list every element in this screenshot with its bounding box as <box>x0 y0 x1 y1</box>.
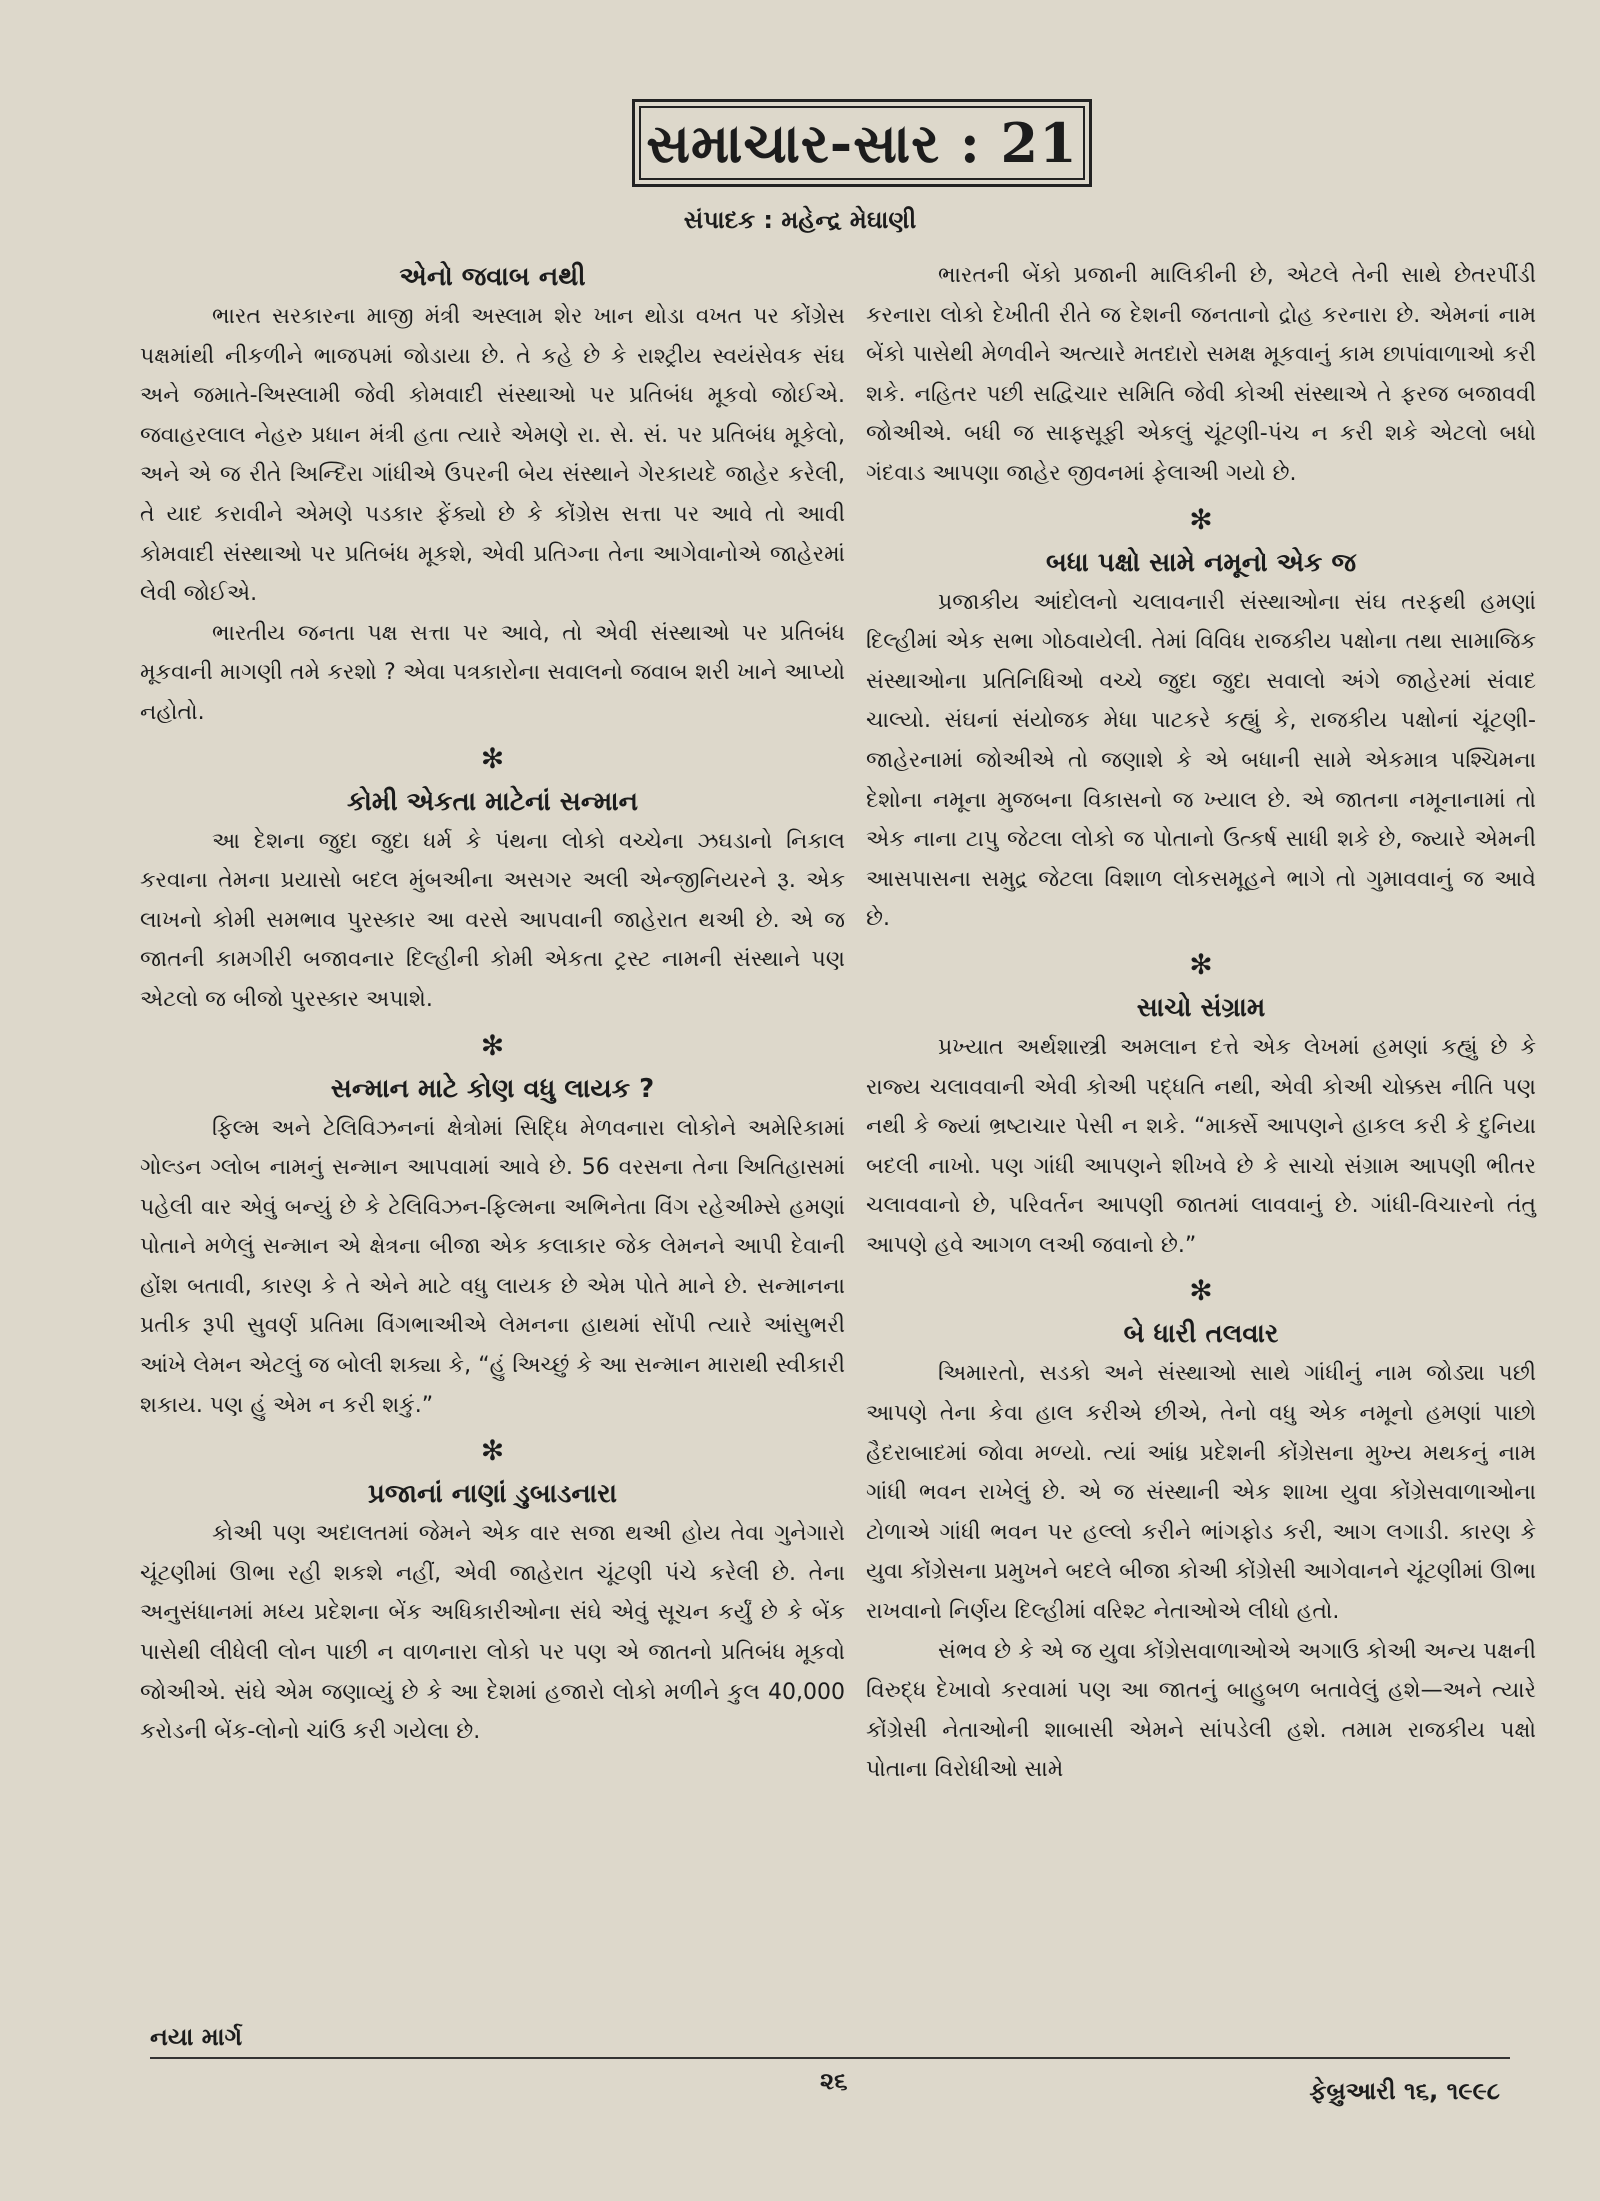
magazine-name: નયા માર્ગ <box>150 2023 243 2051</box>
heading-double-edged: બે ધારી તલવાર <box>1123 1319 1279 1350</box>
paragraph: અિમારતો, સડકો અને સંસ્થાઓ સાથે ગાંધીનું નામ જોડ્યા પછી આપણે તેના કેવા હાલ કરીએ છીએ, તેનો વધુ એક નમૂનો હમણાં પાછો હૈદરાબાદમાં જોવા મળ્યો. ત્યાં આંધ્ર પ્રદેશની કોંગ્રેસના મુખ્ય મથકનું નામ ગાંધી ભવન રાખેલું છે. એ જ સંસ્થાની એક શાખા યુવા કોંગ્રેસવાળાઓના ટોળાએ ગાંધી ભવન પર હલ્લો કરીને ભાંગફોડ કરી, આગ લગાડી. કારણ કે યુવા કોંગ્રેસના પ્રમુખને બદલે બીજા કોઅી કોંગ્રેસી આગેવાનને ચૂંટણીમાં ઊભા રાખવાનો નિર્ણય દિલ્હીમાં વરિશ્ટ નેતાઓએ લીધો હતો. <box>866 1361 1536 1625</box>
page-title: સમાચાર-સાર : 21 <box>639 106 1085 180</box>
separator-star: ✻ <box>1189 947 1213 981</box>
paragraph: આ દેશના જુદા જુદા ધર્મ કે પંથના લોકો વચ્ચેના ઝઘડાનો નિકાલ કરવાના તેમના પ્રયાસો બદલ મુંબઅીના અસગર અલી એન્જીનિયરને રૂ. એક લાખનો કોમી સમભાવ પુરસ્કાર આ વરસે આપવાની જાહેરાત થઅી છે. એ જ જાતની કામગીરી બજાવનાર દિલ્હીની કોમી એકતા ટ્રસ્ટ નામની સંસ્થાને પણ એટલો જ બીજો પુરસ્કાર અપાશે. <box>140 828 845 1012</box>
heading-who-deserves: સન્માન માટે કોણ વધુ લાયક ? <box>330 1073 655 1104</box>
left-column <box>140 252 845 1752</box>
paragraph: ભારતની બેંકો પ્રજાની માલિકીની છે, એટલે તેની સાથે છેતરપીંડી કરનારા લોકો દેખીતી રીતે જ દેશની જનતાનો દ્રોહ કરનારા છે. એમનાં નામ બેંકો પાસેથી મેળવીને અત્યારે મતદારો સમક્ષ મૂકવાનું કામ છાપાંવાળાઓ કરી શકે. નહિતર પછી સદ્વિચાર સમિતિ જેવી કોઅી સંસ્થાએ તે ફરજ બજાવવી જોઅીએ. બધી જ સાફસૂફી એકલું ચૂંટણી-પંચ ન કરી શકે એટલો બધો ગંદવાડ આપણા જાહેર જીવનમાં ફેલાઅી ગયો છે. <box>866 263 1536 486</box>
paragraph: પ્રજાકીય આંદોલનો ચલાવનારી સંસ્થાઓના સંઘ તરફથી હમણાં દિલ્હીમાં એક સભા ગોઠવાયેલી. તેમાં વિવિધ રાજકીય પક્ષોના તથા સામાજિક સંસ્થાઓના પ્રતિનિધિઓ વચ્ચે જુદા જુદા સવાલો અંગે જાહેરમાં સંવાદ ચાલ્યો. સંઘનાં સંયોજક મેધા પાટકરે કહ્યું કે, રાજકીય પક્ષોનાં ચૂંટણી-જાહેરનામાં જોઅીએ તો જણાશે કે એ બધાની સામે એકમાત્ર પશ્ચિમના દેશોના નમૂના મુજબના વિકાસનો જ ખ્યાલ છે. એ જાતના નમૂનાનામાં તો એક નાના ટાપુ જેટલા લોકો જ પોતાનો ઉત્કર્ષ સાધી શકે છે, જ્યારે એમની આસપાસના સમુદ્ર જેટલા વિશાળ લોકસમૂહને ભાગે તો ગુમાવવાનું જ આવે છે. <box>866 589 1536 932</box>
paragraph: પ્રખ્યાત અર્થશાસ્ત્રી અમલાન દત્તે એક લેખમાં હમણાં કહ્યું છે કે રાજ્ય ચલાવવાની એવી કોઅી પદ્ધતિ નથી, એવી કોઅી ચોક્કસ નીતિ પણ નથી કે જ્યાં ભ્રષ્ટાચાર પેસી ન શકે. “માર્ક્સે આપણને હાકલ કરી કે દુનિયા બદલી નાખો. પણ ગાંધી આપણને શીખવે છે કે સાચો સંગ્રામ આપણી ભીતર ચલાવવાનો છે, પરિવર્તન આપણી જાતમાં લાવવાનું છે. ગાંધી-વિચારનો તંતુ આપણે હવે આગળ લઅી જવાનો છે.” <box>866 1034 1536 1258</box>
page-number: ૨૬ <box>820 2067 848 2095</box>
heading-public-money: પ્રજાનાં નાણાં ડુબાડનારા <box>368 1479 617 1510</box>
paragraph: સંભવ છે કે એ જ યુવા કોંગ્રેસવાળાઓએ અગાઉ કોઅી અન્ય પક્ષની વિરુદ્ધ દેખાવો કરવામાં પણ આ જાતનું બાહુબળ બતાવેલું હશે—અને ત્યારે કોંગ્રેસી નેતાઓની શાબાસી એમને સાંપડેલી હશે. તમામ રાજકીય પક્ષો પોતાના વિરોધીઓ સામે <box>866 1638 1536 1783</box>
heading-same-model: બધા પક્ષો સામે નમૂનો એક જ <box>1045 547 1357 578</box>
issue-date: ફેબ્રુઆરી ૧૬, ૧૯૯૮ <box>1309 2077 1500 2105</box>
separator-star: ✻ <box>1189 1274 1213 1308</box>
editor-line: સંપાદક : મહેન્દ્ર મેઘાણી <box>683 206 917 234</box>
paragraph: ફિલ્મ અને ટેલિવિઝનનાં ક્ષેત્રોમાં સિદ્ધિ મેળવનારા લોકોને અમેરિકામાં ગોલ્ડન ગ્લોબ નામનું સન્માન આપવામાં આવે છે. 56 વરસના તેના અિતિહાસમાં પહેલી વાર એવું બન્યું છે કે ટેલિવિઝન-ફિલ્મના અભિનેતા વિંગ રહેઅીમ્સે હમણાં પોતાને મળેલું સન્માન એ ક્ષેત્રના બીજા એક કલાકાર જેક લેમનને આપી દેવાની હોંશ બતાવી, કારણ કે તે એને માટે વધુ લાયક છે એમ પોતે માને છે. સન્માનના પ્રતીક રૂપી સુવર્ણ પ્રતિમા વિંગભાઅીએ લેમનના હાથમાં સોંપી ત્યારે આંસુભરી આંખે લેમન એટલું જ બોલી શક્યા કે, “હું અિચ્છું કે આ સન્માન મારાથી સ્વીકારી શકાય. પણ હું એમ ન કરી શકું.” <box>140 1115 845 1418</box>
paragraph: કોઅી પણ અદાલતમાં જેમને એક વાર સજા થઅી હોય તેવા ગુનેગારો ચૂંટણીમાં ઊભા રહી શકશે નહીં, એવી જાહેરાત ચૂંટણી પંચે કરેલી છે. તેના અનુસંધાનમાં મધ્ય પ્રદેશના બેંક અધિકારીઓના સંઘે એવું સૂચન કર્યું છે કે બેંક પાસેથી લીધેલી લોન પાછી ન વાળનારા લોકો પર પણ એ જાતનો પ્રતિબંધ મૂકવો જોઅીએ. સંઘે એમ જણાવ્યું છે કે આ દેશમાં હજારો લોકો મળીને કુલ 40,000 કરોડની બેંક-લોનો ચાંઉ કરી ગયેલા છે. <box>140 1521 845 1745</box>
paragraph: ભારત સરકારના માજી મંત્રી અસ્લામ શેર ખાન થોડા વખત પર કોંગ્રેસ પક્ષમાંથી નીકળીને ભાજપમાં જોડાયા છે. તે કહે છે કે રાશ્ટ્રીય સ્વયંસેવક સંઘ અને જમાતે-અિસ્લામી જેવી કોમવાદી સંસ્થાઓ પર પ્રતિબંધ મૂકવો જોઈએ. જવાહરલાલ નેહરુ પ્રધાન મંત્રી હતા ત્યારે એમણે રા. સે. સં. પર પ્રતિબંધ મૂકેલો, અને એ જ રીતે અિન્દિરા ગાંધીએ ઉપરની બેય સંસ્થાને ગેરકાયદે જાહેર કરેલી, તે યાદ કરાવીને એમણે પડકાર ફેંક્યો છે કે કોંગ્રેસ સત્તા પર આવે તો આવી કોમવાદી સંસ્થાઓ પર પ્રતિબંધ મૂકશે, એવી પ્રતિગ્ના તેના આગેવાનોએ જાહેરમાં લેવી જોઈએ. <box>140 304 845 607</box>
title-box <box>632 99 1092 187</box>
separator-star: ✻ <box>480 741 505 775</box>
page-footer <box>150 2023 1510 2119</box>
heading-no-answer: એનો જવાબ નથી <box>399 262 586 292</box>
separator-star: ✻ <box>1189 502 1213 536</box>
heading-communal-unity: કોમી એકતા માટેનાં સન્માન <box>347 786 638 817</box>
separator-star: ✻ <box>480 1434 505 1468</box>
separator-star: ✻ <box>480 1028 505 1062</box>
paragraph: ભારતીય જનતા પક્ષ સત્તા પર આવે, તો એવી સંસ્થાઓ પર પ્રતિબંધ મૂકવાની માગણી તમે કરશો ? એવા પત્રકારોના સવાલનો જવાબ શરી ખાને આપ્યો નહોતો. <box>140 620 845 725</box>
heading-true-struggle: સાચો સંગ્રામ <box>1136 992 1266 1023</box>
right-column <box>866 252 1536 1790</box>
